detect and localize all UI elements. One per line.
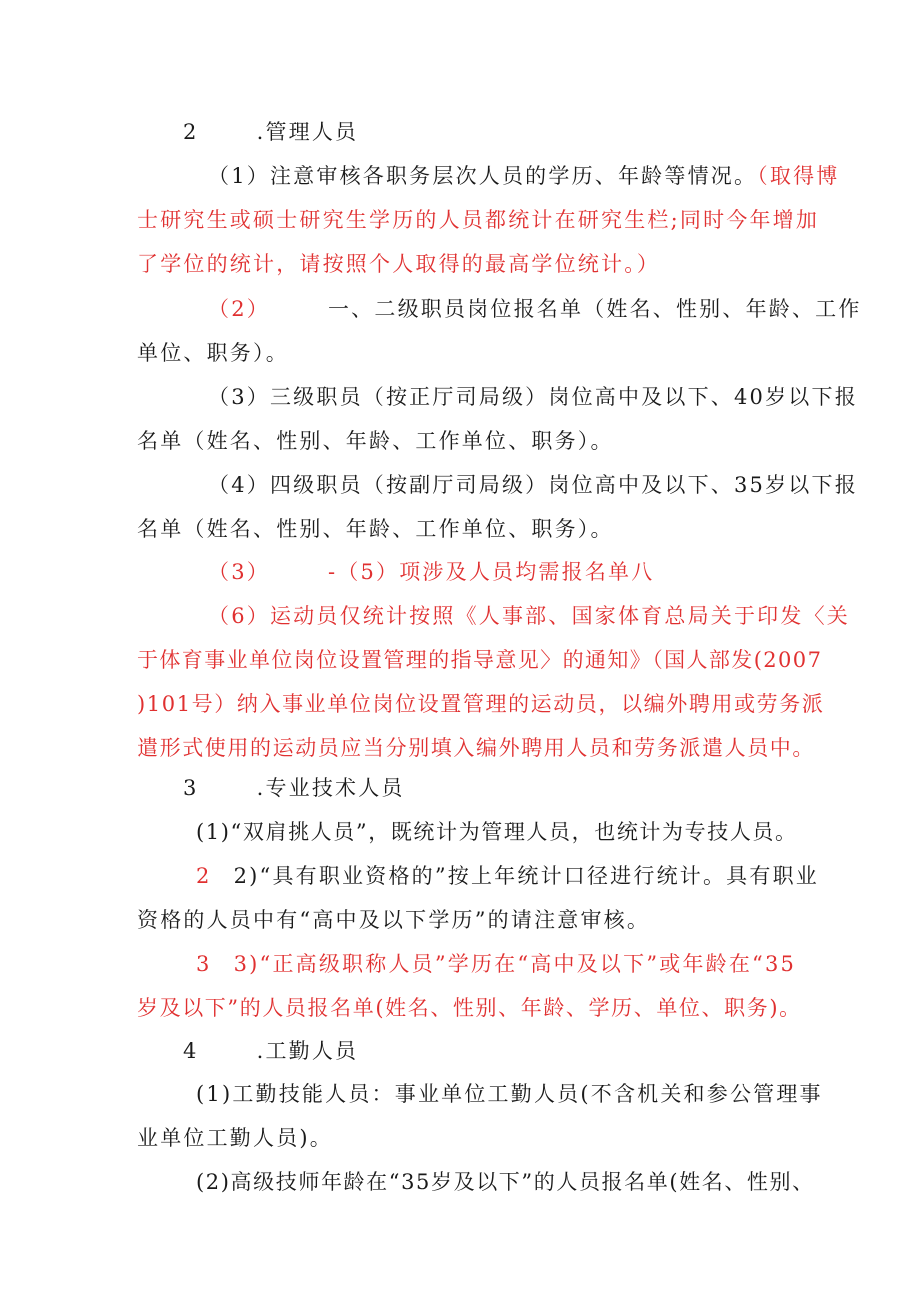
paragraph-text: 注意审核各职务层次人员的学历、年龄等情况。 [269, 164, 758, 188]
highlighted-text: 岁及以下”的人员报名单(姓名、性别、年龄、学历、单位、职务)。 [137, 996, 802, 1020]
item-number: （3） [208, 385, 270, 409]
paragraph-text: 一、二级职员岗位报名单（姓名、性别、年龄、工作 [327, 297, 862, 321]
paragraph-line [196, 817, 798, 847]
highlighted-text: 3)“正高级职称人员”学历在“高中及以下”或年龄在“35 [233, 952, 797, 976]
item-number: 2 [196, 864, 212, 888]
section-number: 4 [183, 1039, 199, 1063]
highlighted-text: -（5）项涉及人员均需报名单八 [327, 560, 655, 584]
item-number: （6） [208, 604, 270, 628]
paragraph-line [137, 733, 815, 763]
section-title: .专业技术人员 [256, 776, 405, 800]
paragraph-line [208, 294, 862, 324]
paragraph-line [196, 1079, 823, 1109]
paragraph-line [137, 514, 614, 544]
paragraph-line [137, 993, 802, 1023]
item-number: 3 [196, 952, 212, 976]
section-title: .工勤人员 [256, 1039, 359, 1063]
paragraph-text: 名单（姓名、性别、年龄、工作单位、职务）。 [137, 429, 614, 453]
section-title: .管理人员 [256, 120, 359, 144]
paragraph-line [208, 470, 858, 500]
highlighted-text: 了学位的统计，请按照个人取得的最高学位统计。） [137, 252, 661, 276]
paragraph-line [196, 949, 796, 979]
section-number: 2 [183, 120, 199, 144]
paragraph-text: 三级职员（按正厅司局级）岗位高中及以下、40岁以下报 [269, 385, 858, 409]
paragraph-line [137, 1123, 333, 1153]
section-3-heading [183, 773, 405, 803]
paragraph-line [208, 161, 839, 191]
paragraph-text: (1)工勤技能人员：事业单位工勤人员(不含机关和参公管理事 [196, 1082, 823, 1106]
section-2-heading [183, 117, 358, 147]
paragraph-line [137, 205, 819, 235]
paragraph-line [196, 861, 819, 891]
paragraph-line [196, 1167, 815, 1197]
paragraph-text: 业单位工勤人员)。 [137, 1126, 333, 1150]
paragraph-text: 2)“具有职业资格的”按上年统计口径进行统计。具有职业 [233, 864, 819, 888]
paragraph-line [137, 689, 824, 719]
highlighted-text: 运动员仅统计按照《人事部、国家体育总局关于印发〈关 [269, 604, 850, 628]
item-number: （4） [208, 473, 270, 497]
paragraph-line [137, 249, 660, 279]
paragraph-text: 资格的人员中有“高中及以下学历”的请注意审核。 [137, 908, 651, 932]
paragraph-text: 名单（姓名、性别、年龄、工作单位、职务）。 [137, 517, 614, 541]
item-number: （3） [208, 560, 270, 584]
highlighted-text: )101号）纳入事业单位岗位设置管理的运动员，以编外聘用或劳务派 [137, 692, 825, 716]
item-number: （2） [208, 297, 270, 321]
section-4-heading [183, 1036, 358, 1066]
highlighted-text: 士研究生或硕士研究生学历的人员都统计在研究生栏;同时今年增加 [137, 208, 820, 232]
paragraph-text: 四级职员（按副厅司局级）岗位高中及以下、35岁以下报 [269, 473, 858, 497]
paragraph-text: (2)高级技师年龄在“35岁及以下”的人员报名单(姓名、性别、 [196, 1170, 815, 1194]
paragraph-line [208, 382, 858, 412]
highlighted-text: 遣形式使用的运动员应当分别填入编外聘用人员和劳务派遣人员中。 [137, 736, 815, 760]
paragraph-text: 单位、职务）。 [137, 341, 289, 365]
paragraph-line [137, 338, 289, 368]
highlighted-text: （取得博 [757, 164, 840, 188]
section-number: 3 [183, 776, 199, 800]
highlighted-text: 于体育事业单位岗位设置管理的指导意见〉的通知》（国人部发(2007 [137, 648, 823, 672]
paragraph-line [137, 645, 822, 675]
paragraph-line [137, 905, 650, 935]
paragraph-text: (1)“双肩挑人员”，既统计为管理人员，也统计为专技人员。 [196, 820, 798, 844]
paragraph-line [208, 557, 654, 587]
paragraph-line [137, 426, 614, 456]
item-number: （1） [208, 164, 270, 188]
paragraph-line [208, 601, 850, 631]
